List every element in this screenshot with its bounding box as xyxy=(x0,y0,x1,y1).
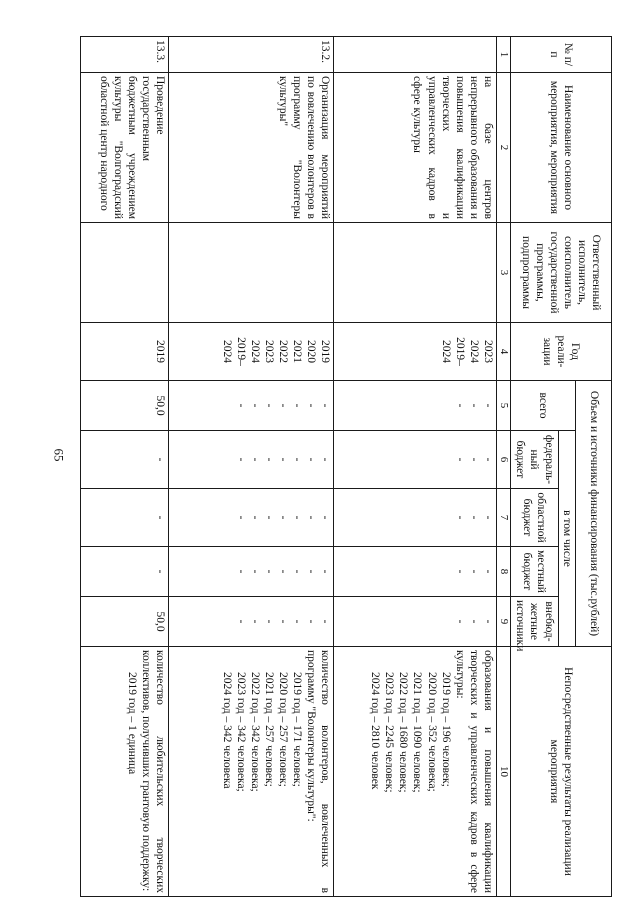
header-name: Наименование основного мероприятия, мероприятия xyxy=(510,73,611,223)
col-number: 3 xyxy=(496,223,510,323)
amount-value: - xyxy=(453,515,466,520)
result-line: 2019 год – 171 человек; xyxy=(290,672,303,787)
amount-value: - xyxy=(453,457,466,462)
result-line: 2022 год – 342 человека; xyxy=(248,672,261,792)
executor-cell xyxy=(81,223,169,323)
amount-value: - xyxy=(481,515,494,520)
amount-value: - xyxy=(318,619,331,624)
year-value: 2019 xyxy=(318,340,331,363)
amount-value: - xyxy=(248,515,261,520)
executor-cell xyxy=(168,223,333,323)
results-cell xyxy=(168,647,333,897)
header-num: № п/п xyxy=(510,37,611,73)
amount-value: - xyxy=(234,403,247,408)
amount-value: - xyxy=(318,457,331,462)
result-line: 2020 год – 352 человека; xyxy=(425,672,438,792)
measure-name: на базе центров непрерывного образования и повышения квалификации творческих и управленческих кадров в сфере культуры xyxy=(333,73,496,223)
amount-value: - xyxy=(234,515,247,520)
amount-value: - xyxy=(262,457,275,462)
year-value: 2020 xyxy=(304,340,317,363)
amount-value: - xyxy=(262,403,275,408)
table-row xyxy=(333,37,496,897)
federal-cell xyxy=(333,431,496,489)
amount-value: - xyxy=(153,457,166,462)
result-line: количество волонтеров, вовлеченных в программу "Волонтеры культуры": xyxy=(304,650,331,893)
amount-value: - xyxy=(453,569,466,574)
header-regional: областной бюджет xyxy=(510,489,558,547)
results-cell xyxy=(333,647,496,897)
column-number-row xyxy=(496,37,510,897)
amount-value: - xyxy=(318,403,331,408)
amount-value: - xyxy=(248,457,261,462)
header-results: Непосредственные результаты реализации мероприятия xyxy=(510,647,611,897)
year-value: 2022 xyxy=(276,340,289,363)
rotated-table-wrapper xyxy=(80,36,612,896)
amount-value: - xyxy=(290,619,303,624)
header-year: Год реали-зации xyxy=(510,323,611,381)
col-number: 2 xyxy=(496,73,510,223)
table-row xyxy=(81,37,169,897)
amount-value: - xyxy=(304,515,317,520)
col-number: 10 xyxy=(496,647,510,897)
amount-value: - xyxy=(318,515,331,520)
header-local: местный бюджет xyxy=(510,547,558,597)
measure-name: Организация мероприятий по вовлечению волонтеров в программу "Волонтеры культуры" xyxy=(168,73,333,223)
col-number: 4 xyxy=(496,323,510,381)
regional-cell xyxy=(333,489,496,547)
col-number: 7 xyxy=(496,489,510,547)
measure-name: Проведение государственным бюджетным учреждением культуры "Волгоградский областной центр народного xyxy=(81,73,169,223)
result-line: 2023 год – 342 человека; xyxy=(234,672,247,792)
header-extra: внебюд-жетные источники xyxy=(510,597,558,647)
regional-cell xyxy=(168,489,333,547)
amount-value: - xyxy=(318,569,331,574)
year-cell xyxy=(81,323,169,381)
executor-cell xyxy=(333,223,496,323)
year-value: 2024 xyxy=(248,340,261,363)
amount-value: - xyxy=(481,619,494,624)
row-number xyxy=(333,37,496,73)
year-value: 2023 xyxy=(481,340,494,363)
amount-value: - xyxy=(234,619,247,624)
amount-value: - xyxy=(262,619,275,624)
amount-value: 50,0 xyxy=(153,611,166,632)
amount-value: - xyxy=(467,569,480,574)
col-number: 5 xyxy=(496,381,510,431)
col-number: 9 xyxy=(496,597,510,647)
amount-value: - xyxy=(234,457,247,462)
amount-value: - xyxy=(290,515,303,520)
year-cell xyxy=(168,323,333,381)
result-line: 2024 год – 342 человека xyxy=(220,672,233,789)
amount-value: - xyxy=(304,403,317,408)
result-line: 2022 год – 1680 человек; xyxy=(397,672,410,793)
total-cell xyxy=(81,381,169,431)
federal-cell xyxy=(81,431,169,489)
col-number: 1 xyxy=(496,37,510,73)
year-cell xyxy=(333,323,496,381)
year-value: 2019–2024 xyxy=(220,337,247,366)
result-line: 2024 год – 2810 человек xyxy=(369,672,382,790)
amount-value: - xyxy=(290,457,303,462)
header-incl: в том числе xyxy=(558,431,575,647)
regional-cell xyxy=(81,489,169,547)
amount-value: - xyxy=(248,569,261,574)
result-line: количество любительских творческих коллективов, получивших грантовую поддержку: xyxy=(139,650,166,893)
amount-value: - xyxy=(467,457,480,462)
local-cell xyxy=(81,547,169,597)
result-line: 2021 год – 257 человек; xyxy=(262,672,275,787)
year-value: 2019 xyxy=(153,340,166,363)
amount-value: - xyxy=(290,403,303,408)
year-value: 2024 xyxy=(467,340,480,363)
year-value: 2023 xyxy=(262,340,275,363)
header-total: всего xyxy=(510,381,575,431)
amount-value: 50,0 xyxy=(153,395,166,416)
extra-cell xyxy=(168,597,333,647)
total-cell xyxy=(333,381,496,431)
row-number: 13.3. xyxy=(81,37,169,73)
amount-value: - xyxy=(276,619,289,624)
result-line: 2021 год – 1090 человек; xyxy=(411,672,424,793)
amount-value: - xyxy=(290,569,303,574)
amount-value: - xyxy=(276,403,289,408)
amount-value: - xyxy=(262,569,275,574)
amount-value: - xyxy=(276,515,289,520)
year-value: 2021 xyxy=(290,340,303,363)
year-value: 2019–2024 xyxy=(439,337,466,366)
federal-cell xyxy=(168,431,333,489)
amount-value: - xyxy=(248,619,261,624)
amount-value: - xyxy=(467,619,480,624)
amount-value: - xyxy=(467,403,480,408)
program-table xyxy=(80,36,612,897)
result-line: образования и повышения квалификации творческих и управленческих кадров в сфере культуры: xyxy=(453,650,494,893)
amount-value: - xyxy=(481,569,494,574)
amount-value: - xyxy=(304,457,317,462)
amount-value: - xyxy=(453,619,466,624)
amount-value: - xyxy=(467,515,480,520)
result-line: 2020 год – 257 человек; xyxy=(276,672,289,787)
results-cell xyxy=(81,647,169,897)
header-federal: федераль-ный бюджет xyxy=(510,431,558,489)
amount-value: - xyxy=(481,403,494,408)
result-line: 2023 год – 2245 человек; xyxy=(383,672,396,793)
amount-value: - xyxy=(153,515,166,520)
local-cell xyxy=(168,547,333,597)
col-number: 6 xyxy=(496,431,510,489)
extra-cell xyxy=(81,597,169,647)
row-number: 13.2. xyxy=(168,37,333,73)
amount-value: - xyxy=(304,569,317,574)
amount-value: - xyxy=(481,457,494,462)
table-body xyxy=(81,37,497,897)
amount-value: - xyxy=(453,403,466,408)
col-number: 8 xyxy=(496,547,510,597)
table-row xyxy=(168,37,333,897)
header-funding: Объем и источники финансирования (тыс.рублей) xyxy=(576,381,612,647)
header-executor: Ответственный исполнитель, соисполнитель государственной программы, подпрограммы xyxy=(510,223,611,323)
amount-value: - xyxy=(248,403,261,408)
extra-cell xyxy=(333,597,496,647)
amount-value: - xyxy=(276,569,289,574)
local-cell xyxy=(333,547,496,597)
amount-value: - xyxy=(234,569,247,574)
result-line: 2019 год – 196 человек; xyxy=(439,672,452,787)
total-cell xyxy=(168,381,333,431)
amount-value: - xyxy=(262,515,275,520)
page-number: 65 xyxy=(51,448,67,462)
amount-value: - xyxy=(304,619,317,624)
result-line: 2019 год – 1 единица xyxy=(125,672,138,775)
amount-value: - xyxy=(276,457,289,462)
amount-value: - xyxy=(153,569,166,574)
